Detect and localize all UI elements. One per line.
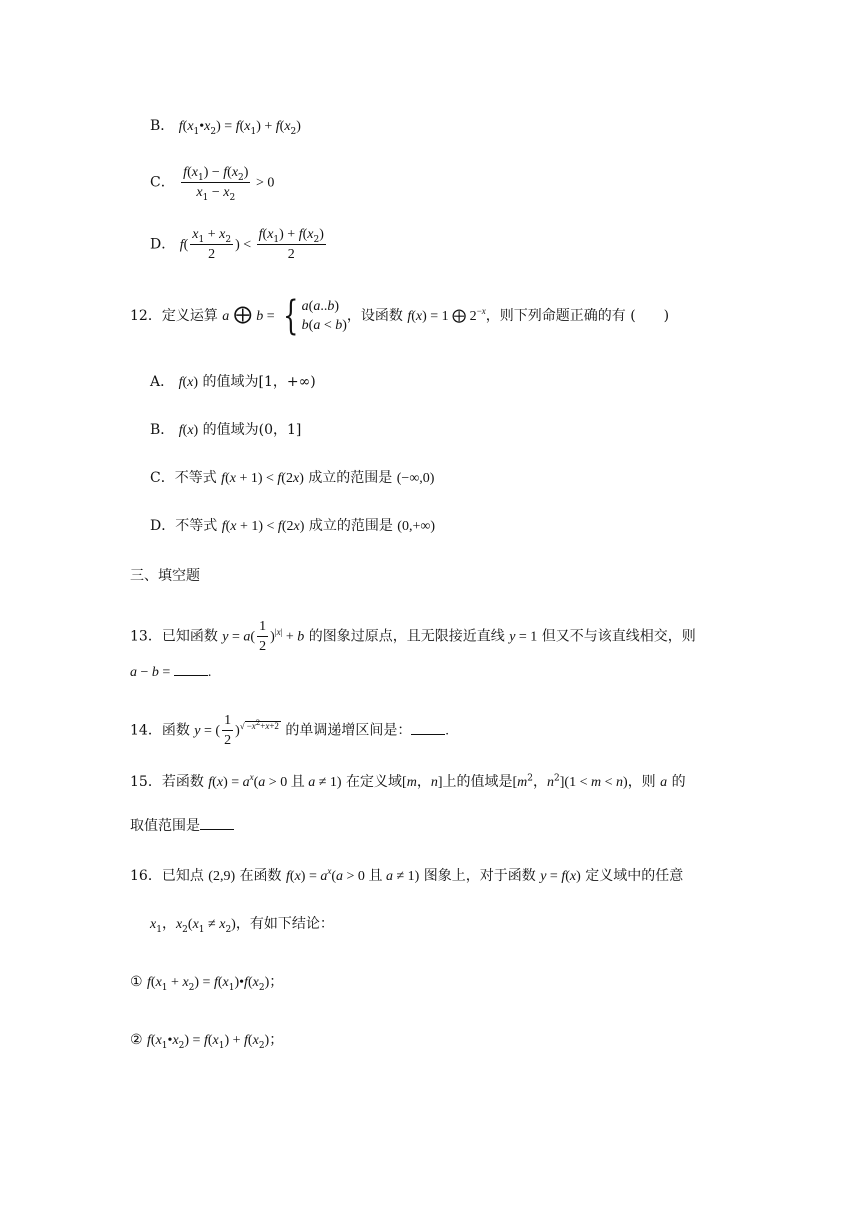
- question-number: 15．: [130, 774, 162, 790]
- range: (0,+∞): [397, 519, 435, 534]
- conjunction: 且: [368, 868, 383, 884]
- question-15: 15．若函数 $f(x) = a^x(a > 0$ 且 a ≠ 1) 在定义域[m，n]上的值域是[$m^2$，$n^2](1 < m < n)$，则 a 的: [130, 772, 686, 790]
- q16-text: 在函数: [239, 868, 282, 884]
- question-number: 16．: [130, 868, 162, 884]
- q14-text: 函数: [161, 722, 190, 739]
- q15-text: 上的值域是: [442, 774, 513, 790]
- q14-text: 的单调递增区间是：: [285, 722, 412, 739]
- q12-text: ，设函数: [346, 308, 403, 324]
- question-number: 12．: [130, 308, 162, 324]
- fraction: $\frac{1}{2}$: [224, 713, 232, 748]
- option-label: B．: [150, 118, 175, 134]
- q15-text: 在定义域: [346, 774, 403, 790]
- punct: ，: [533, 774, 548, 790]
- q12-text: ，则下列命题正确的有 ( ): [485, 308, 670, 324]
- fraction: $\frac{x_1 + x_2}{2}$: [192, 227, 232, 262]
- question-13: 13．已知函数 y = a( $\frac{1}{2}$ )$^{|x|}$ + b 的图象过原点，且无限接近直线 y = 1 但又不与该直线相交，则: [130, 619, 696, 654]
- punct: ，: [161, 916, 176, 932]
- statement-2: ② $f(x_1•x_2) = f(x_1) + f(x_2)$；: [130, 1032, 284, 1051]
- option-text: 不等式: [175, 518, 218, 534]
- option-label: D．: [150, 518, 176, 534]
- option-11-b: B． $f(x_1•x_2) = f(x_1) + f(x_2)$: [150, 118, 301, 137]
- q16-text: ，有如下结论：: [235, 916, 334, 932]
- option-11-c: C． $\frac{f(x_1) - f(x_2)}{x_1 - x_2}$ > 0: [150, 165, 275, 203]
- option-12-a: A． f(x) 的值域为[1，+∞): [150, 374, 316, 390]
- q13-text: 已知函数: [161, 628, 218, 645]
- answer-blank[interactable]: [411, 722, 445, 735]
- q15-text: 的: [671, 774, 686, 790]
- formula: f: [178, 119, 183, 134]
- answer-blank[interactable]: [200, 817, 234, 830]
- question-number: 13．: [130, 628, 162, 645]
- question-13-line2: a − b = .: [130, 665, 212, 680]
- question-15-line2: [130, 816, 234, 836]
- fraction: $\frac{1}{2}$: [259, 619, 267, 654]
- q13-text: 但又不与该直线相交，则: [541, 628, 696, 645]
- answer-blank[interactable]: [174, 663, 208, 676]
- question-14: 14．函数 y = ( $\frac{1}{2}$ )$^{√ -x^2+x+2}$ 的单调递增区间是： .: [130, 713, 449, 748]
- statement-1: ① $f(x_1 + x_2)$ = $f(x_1)•f(x_2)$；: [130, 974, 284, 993]
- conjunction: 且: [290, 774, 305, 790]
- option-label: A．: [150, 374, 175, 390]
- piecewise: { a(a..b) b(a < b): [283, 293, 347, 339]
- option-text: 不等式: [174, 470, 217, 486]
- q15-text: ，则: [627, 774, 656, 790]
- option-label: D．: [150, 236, 176, 253]
- option-label: C．: [150, 174, 175, 191]
- q12-text: 定义运算: [161, 308, 218, 324]
- option-12-b: B． f(x) 的值域为(0，1]: [150, 422, 302, 438]
- fraction: $\frac{f(x_1) + f(x_2)}{2}$: [258, 227, 324, 262]
- option-text: 成立的范围是: [308, 518, 393, 534]
- q15-text: 若函数: [161, 774, 204, 790]
- question-16: 16．已知点 (2,9) 在函数 $f(x) = a^x(a > 0$ 且 a ≠ 1) 图象上，对于函数 y = f(x) 定义域中的任意: [130, 866, 684, 884]
- punct: ，: [416, 774, 431, 790]
- q16-text: 图象上，对于函数: [423, 868, 536, 884]
- q16-text: 定义域中的任意: [585, 868, 684, 884]
- question-12: 12．定义运算 a ⨁ b = { a(a..b) b(a < b) ，设函数 f(x) = 1 ⨁ $2^{-x}$，则下列命题正确的有 ( ): [130, 293, 670, 339]
- option-text: 的值域为[1，+∞): [202, 374, 316, 390]
- statement-label: ①: [130, 974, 143, 990]
- option-label: C．: [150, 470, 175, 486]
- q15-text: 取值范围是: [130, 818, 200, 834]
- q13-text: 的图象过原点，且无限接近直线: [308, 628, 505, 645]
- question-number: 14．: [130, 722, 162, 739]
- question-16-line2: $x_1$，$x_2(x_1 \ne x_2)$，有如下结论：: [150, 916, 334, 935]
- section-heading: 三、填空题: [130, 568, 200, 584]
- q16-text: 已知点: [161, 868, 204, 884]
- option-12-d: D．不等式 f(x + 1) < f(2x) 成立的范围是 (0,+∞): [150, 518, 435, 534]
- option-label: B．: [150, 422, 175, 438]
- fraction: $\frac{f(x_1) - f(x_2)}{x_1 - x_2}$: [183, 165, 249, 203]
- option-12-c: C．不等式 f(x + 1) < f(2x) 成立的范围是 (−∞,0): [150, 470, 435, 486]
- option-text: 成立的范围是: [308, 470, 393, 486]
- range: (−∞,0): [396, 471, 435, 486]
- option-text: 的值域为(0，1]: [202, 422, 302, 438]
- statement-label: ②: [130, 1032, 143, 1048]
- option-11-d: D． f( $\frac{x_1 + x_2}{2}$ ) < $\frac{f(x_1) + f(x_2)}{2}$: [150, 227, 324, 262]
